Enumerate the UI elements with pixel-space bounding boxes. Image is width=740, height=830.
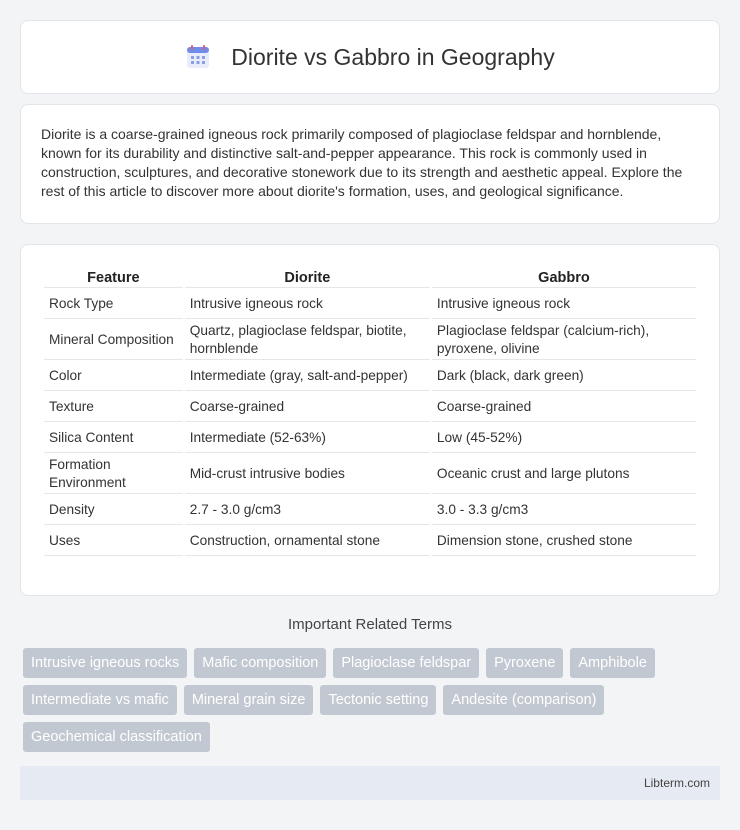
table-row (44, 496, 696, 525)
comparison-table-card (20, 244, 720, 596)
table-row (44, 424, 696, 453)
gabbro-cell: Low (45-52%) (432, 424, 696, 453)
related-term-tag[interactable]: Intrusive igneous rocks (23, 648, 187, 678)
feature-cell: Silica Content (44, 424, 183, 453)
gabbro-cell: Dark (black, dark green) (432, 362, 696, 391)
feature-cell: Density (44, 496, 183, 525)
related-term-tag[interactable]: Mafic composition (194, 648, 326, 678)
related-term-tag[interactable]: Mineral grain size (184, 685, 314, 715)
table-row (44, 290, 696, 319)
gabbro-cell: Intrusive igneous rock (432, 290, 696, 319)
feature-cell: Formation Environment (44, 455, 183, 494)
feature-cell: Texture (44, 393, 183, 422)
related-term-tag[interactable]: Plagioclase feldspar (333, 648, 479, 678)
gabbro-cell: Dimension stone, crushed stone (432, 527, 696, 556)
footer (20, 766, 720, 800)
diorite-cell: Intermediate (52-63%) (185, 424, 430, 453)
table-header-row (44, 265, 696, 288)
related-term-tag[interactable]: Amphibole (570, 648, 655, 678)
related-term-tag[interactable]: Pyroxene (486, 648, 563, 678)
related-term-tag[interactable]: Andesite (comparison) (443, 685, 604, 715)
feature-cell: Rock Type (44, 290, 183, 319)
feature-cell: Mineral Composition (44, 321, 183, 360)
diorite-cell: Quartz, plagioclase feldspar, biotite, hornblende (185, 321, 430, 360)
table-row (44, 393, 696, 422)
feature-cell: Color (44, 362, 183, 391)
related-term-tag[interactable]: Geochemical classification (23, 722, 210, 752)
gabbro-cell: Plagioclase feldspar (calcium-rich), pyroxene, olivine (432, 321, 696, 360)
diorite-cell: Coarse-grained (185, 393, 430, 422)
gabbro-cell: 3.0 - 3.3 g/cm3 (432, 496, 696, 525)
related-term-tag[interactable]: Intermediate vs mafic (23, 685, 177, 715)
header-feature: Feature (44, 265, 183, 288)
related-term-tag[interactable]: Tectonic setting (320, 685, 436, 715)
related-terms-tags (23, 648, 723, 759)
intro-card (20, 104, 720, 224)
diorite-cell: Intermediate (gray, salt-and-pepper) (185, 362, 430, 391)
table-row (44, 321, 696, 360)
diorite-cell: 2.7 - 3.0 g/cm3 (185, 496, 430, 525)
gabbro-cell: Coarse-grained (432, 393, 696, 422)
calendar-grid-icon (185, 44, 211, 70)
table-row (44, 362, 696, 391)
diorite-cell: Construction, ornamental stone (185, 527, 430, 556)
footer-site-link[interactable]: Libterm.com (643, 776, 710, 790)
header-diorite: Diorite (185, 265, 430, 288)
intro-text: Diorite is a coarse-grained igneous rock primarily composed of plagioclase feldspar and hornblende, known for its durability and distinctive salt-and-pepper appearance. This rock is commonly used in construction, sculptures, and decorative stonework due to its strength and aesthetic appeal. Explore the rest of this article to discover more about diorite's formation, uses, and geological significance. (41, 126, 683, 199)
gabbro-cell: Oceanic crust and large plutons (432, 455, 696, 494)
header-card (20, 20, 720, 94)
diorite-cell: Mid-crust intrusive bodies (185, 455, 430, 494)
feature-cell: Uses (44, 527, 183, 556)
related-terms-title: Important Related Terms (288, 616, 452, 633)
diorite-cell: Intrusive igneous rock (185, 290, 430, 319)
header-gabbro: Gabbro (432, 265, 696, 288)
table-row (44, 455, 696, 494)
page-title: Diorite vs Gabbro in Geography (231, 43, 555, 70)
comparison-table (42, 263, 698, 558)
table-row (44, 527, 696, 556)
